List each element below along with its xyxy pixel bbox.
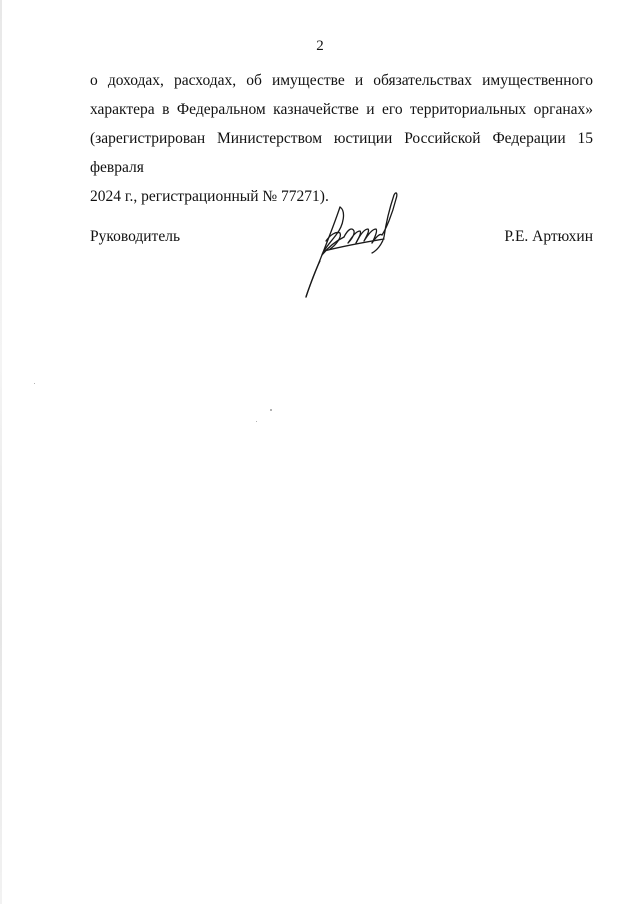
- handwritten-signature: [300, 185, 410, 305]
- body-line-1: о доходах, расходах, об имуществе и обязательствах имущественного: [90, 72, 593, 89]
- signer-name: Р.Е. Артюхин: [504, 228, 593, 245]
- scan-speck: [270, 409, 272, 411]
- body-line-4: 2024 г., регистрационный № 77271).: [90, 188, 329, 205]
- scan-speck: [256, 421, 257, 422]
- scan-speck: [34, 383, 35, 384]
- body-line-2: характера в Федеральном казначействе и его территориальных органах»: [90, 101, 593, 118]
- signer-position: Руководитель: [90, 228, 181, 245]
- body-line-3: (зарегистрирован Министерством юстиции Российской Федерации 15 февраля: [90, 130, 593, 176]
- scan-edge: [0, 0, 2, 904]
- page-number: 2: [316, 38, 324, 54]
